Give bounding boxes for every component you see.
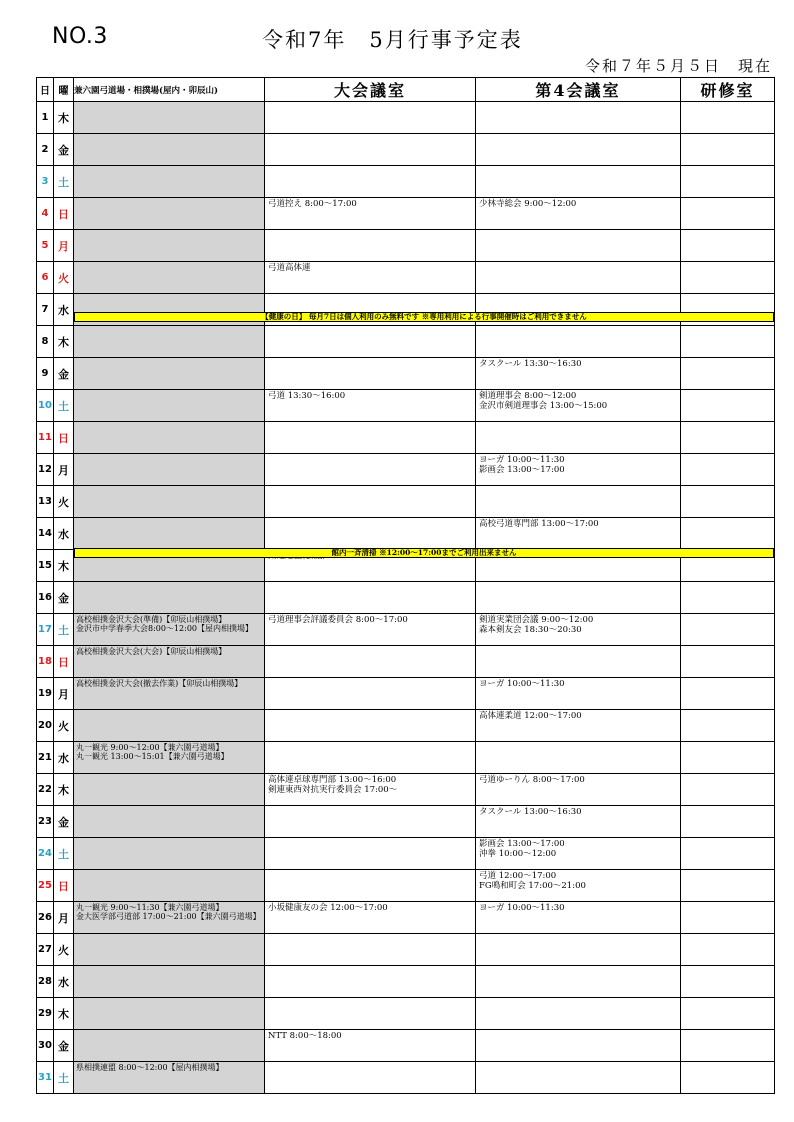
weekday: 金 xyxy=(54,582,74,614)
weekday: 水 xyxy=(54,294,74,326)
conference-room-4-cell: 高体連柔道 12:00～17:00 xyxy=(476,710,681,742)
day-number: 30 xyxy=(37,1030,54,1062)
notice-health-day: 【健康の日】 毎月7日は個人利用のみ無料です ※専用利用による行事開催時はご利用できません xyxy=(74,312,774,322)
schedule-row xyxy=(37,646,775,678)
schedule-row xyxy=(37,902,775,934)
schedule-row xyxy=(37,454,775,486)
training-room-cell xyxy=(681,710,775,742)
schedule-row xyxy=(37,582,775,614)
training-room-cell xyxy=(681,422,775,454)
day-number: 3 xyxy=(37,166,54,198)
day-number: 6 xyxy=(37,262,54,294)
conference-room-4-cell xyxy=(476,166,681,198)
conference-room-4-cell xyxy=(476,998,681,1030)
training-room-cell xyxy=(681,678,775,710)
training-room-cell xyxy=(681,230,775,262)
kyudo-venue-cell xyxy=(74,198,265,230)
conference-room-4-cell xyxy=(476,230,681,262)
large-conference-room-cell: 弓道控え 8:00～17:00 xyxy=(265,198,476,230)
schedule-row xyxy=(37,198,775,230)
large-conference-room-cell xyxy=(265,646,476,678)
large-conference-room-cell xyxy=(265,870,476,902)
conference-room-4-cell xyxy=(476,582,681,614)
kyudo-venue-cell: 高校相撲金沢大会(撤去作業)【卯辰山相撲場】 xyxy=(74,678,265,710)
day-number: 18 xyxy=(37,646,54,678)
training-room-cell xyxy=(681,934,775,966)
kyudo-venue-cell: 高校相撲金沢大会(大会)【卯辰山相撲場】 xyxy=(74,646,265,678)
weekday: 火 xyxy=(54,710,74,742)
header-day: 日 xyxy=(37,78,54,102)
training-room-cell xyxy=(681,998,775,1030)
weekday: 水 xyxy=(54,742,74,774)
training-room-cell xyxy=(681,390,775,422)
conference-room-4-cell: 剣道実業団会議 9:00～12:00 森本剣友会 18:30～20:30 xyxy=(476,614,681,646)
conference-room-4-cell: ヨーガ 10:00～11:30 影画会 13:00～17:00 xyxy=(476,454,681,486)
kyudo-venue-cell xyxy=(74,582,265,614)
weekday: 日 xyxy=(54,870,74,902)
weekday: 月 xyxy=(54,902,74,934)
kyudo-venue-cell xyxy=(74,870,265,902)
kyudo-venue-cell xyxy=(74,390,265,422)
schedule-row xyxy=(37,1030,775,1062)
header-weekday: 曜 xyxy=(54,78,74,102)
conference-room-4-cell xyxy=(476,486,681,518)
kyudo-venue-cell xyxy=(74,422,265,454)
weekday: 火 xyxy=(54,262,74,294)
day-number: 5 xyxy=(37,230,54,262)
schedule-table xyxy=(36,77,775,1094)
day-number: 21 xyxy=(37,742,54,774)
schedule-row xyxy=(37,998,775,1030)
large-conference-room-cell xyxy=(265,710,476,742)
weekday: 日 xyxy=(54,422,74,454)
training-room-cell xyxy=(681,166,775,198)
kyudo-venue-cell xyxy=(74,518,265,550)
training-room-cell xyxy=(681,838,775,870)
conference-room-4-cell xyxy=(476,262,681,294)
conference-room-4-cell: 高校弓道専門部 13:00～17:00 xyxy=(476,518,681,550)
schedule-row xyxy=(37,134,775,166)
schedule-row xyxy=(37,102,775,134)
training-room-cell xyxy=(681,806,775,838)
conference-room-4-cell xyxy=(476,742,681,774)
large-conference-room-cell xyxy=(265,934,476,966)
schedule-row xyxy=(37,742,775,774)
day-number: 4 xyxy=(37,198,54,230)
schedule-row xyxy=(37,1062,775,1094)
schedule-row xyxy=(37,774,775,806)
kyudo-venue-cell xyxy=(74,998,265,1030)
large-conference-room-cell xyxy=(265,838,476,870)
schedule-row xyxy=(37,518,775,550)
large-conference-room-cell: 弓道 13:30～16:00 xyxy=(265,390,476,422)
conference-room-4-cell xyxy=(476,646,681,678)
header-kyudo-venue: 兼六園弓道場・相撲場(屋内・卯辰山) xyxy=(74,78,265,102)
large-conference-room-cell xyxy=(265,166,476,198)
schedule-row xyxy=(37,390,775,422)
kyudo-venue-cell xyxy=(74,486,265,518)
conference-room-4-cell xyxy=(476,422,681,454)
weekday: 月 xyxy=(54,230,74,262)
page-title: 令和7年 5月行事予定表 xyxy=(262,28,523,52)
kyudo-venue-cell xyxy=(74,838,265,870)
weekday: 金 xyxy=(54,1030,74,1062)
conference-room-4-cell: 弓道 12:00～17:00 FG鳴和町会 17:00～21:00 xyxy=(476,870,681,902)
kyudo-venue-cell xyxy=(74,934,265,966)
kyudo-venue-cell: 丸一観光 9:00～11:30【兼六園弓道場】 金大医学部弓道部 17:00～21:00【兼六園弓道場】 xyxy=(74,902,265,934)
conference-room-4-cell: 少林寺総会 9:00～12:00 xyxy=(476,198,681,230)
day-number: 28 xyxy=(37,966,54,998)
kyudo-venue-cell xyxy=(74,966,265,998)
weekday: 木 xyxy=(54,998,74,1030)
conference-room-4-cell: ヨーガ 10:00～11:30 xyxy=(476,902,681,934)
large-conference-room-cell: 弓道理事会評議委員会 8:00～17:00 xyxy=(265,614,476,646)
day-number: 14 xyxy=(37,518,54,550)
large-conference-room-cell xyxy=(265,134,476,166)
conference-room-4-cell xyxy=(476,966,681,998)
header-row xyxy=(37,78,775,102)
weekday: 土 xyxy=(54,838,74,870)
conference-room-4-cell xyxy=(476,1030,681,1062)
kyudo-venue-cell xyxy=(74,166,265,198)
schedule-row xyxy=(37,934,775,966)
large-conference-room-cell xyxy=(265,518,476,550)
weekday: 火 xyxy=(54,486,74,518)
large-conference-room-cell: NTT 8:00～18:00 xyxy=(265,1030,476,1062)
kyudo-venue-cell xyxy=(74,134,265,166)
schedule-row xyxy=(37,326,775,358)
kyudo-venue-cell xyxy=(74,102,265,134)
weekday: 木 xyxy=(54,102,74,134)
weekday: 水 xyxy=(54,518,74,550)
day-number: 1 xyxy=(37,102,54,134)
day-number: 7 xyxy=(37,294,54,326)
training-room-cell xyxy=(681,902,775,934)
conference-room-4-cell: タスクール 13:30～16:30 xyxy=(476,358,681,390)
day-number: 16 xyxy=(37,582,54,614)
large-conference-room-cell xyxy=(265,486,476,518)
notice-building-cleaning: 館内一斉清掃 ※12:00～17:00までご利用出来ません xyxy=(74,548,774,558)
conference-room-4-cell: 影画会 13:00～17:00 沖拳 10:00～12:00 xyxy=(476,838,681,870)
kyudo-venue-cell: 県相撲連盟 8:00～12:00【屋内相撲場】 xyxy=(74,1062,265,1094)
schedule-row xyxy=(37,358,775,390)
kyudo-venue-cell xyxy=(74,1030,265,1062)
weekday: 金 xyxy=(54,134,74,166)
training-room-cell xyxy=(681,646,775,678)
conference-room-4-cell: タスクール 13:00～16:30 xyxy=(476,806,681,838)
training-room-cell xyxy=(681,102,775,134)
conference-room-4-cell: 剣道理事会 8:00～12:00 金沢市剣道理事会 13:00～15:00 xyxy=(476,390,681,422)
large-conference-room-cell: 弓道高体連 xyxy=(265,262,476,294)
kyudo-venue-cell xyxy=(74,326,265,358)
training-room-cell xyxy=(681,358,775,390)
training-room-cell xyxy=(681,326,775,358)
large-conference-room-cell xyxy=(265,806,476,838)
header-conference-room-4: 第4会議室 xyxy=(476,78,681,102)
day-number: 26 xyxy=(37,902,54,934)
day-number: 13 xyxy=(37,486,54,518)
kyudo-venue-cell: 高校相撲金沢大会(準備)【卯辰山相撲場】 金沢市中学春季大会8:00～12:00【屋内相撲場】 xyxy=(74,614,265,646)
conference-room-4-cell xyxy=(476,326,681,358)
day-number: 19 xyxy=(37,678,54,710)
training-room-cell xyxy=(681,1062,775,1094)
day-number: 11 xyxy=(37,422,54,454)
weekday: 土 xyxy=(54,1062,74,1094)
training-room-cell xyxy=(681,1030,775,1062)
weekday: 月 xyxy=(54,678,74,710)
large-conference-room-cell xyxy=(265,678,476,710)
large-conference-room-cell xyxy=(265,358,476,390)
weekday: 日 xyxy=(54,646,74,678)
large-conference-room-cell xyxy=(265,230,476,262)
schedule-row xyxy=(37,230,775,262)
kyudo-venue-cell xyxy=(74,710,265,742)
day-number: 8 xyxy=(37,326,54,358)
as-of-date: 令和７年５月５日 現在 xyxy=(584,57,772,75)
day-number: 2 xyxy=(37,134,54,166)
training-room-cell xyxy=(681,454,775,486)
kyudo-venue-cell xyxy=(74,774,265,806)
large-conference-room-cell xyxy=(265,422,476,454)
weekday: 土 xyxy=(54,166,74,198)
training-room-cell xyxy=(681,582,775,614)
weekday: 火 xyxy=(54,934,74,966)
weekday: 土 xyxy=(54,614,74,646)
day-number: 15 xyxy=(37,550,54,582)
schedule-row xyxy=(37,166,775,198)
conference-room-4-cell xyxy=(476,134,681,166)
day-number: 29 xyxy=(37,998,54,1030)
kyudo-venue-cell: 丸一観光 9:00～12:00【兼六園弓道場】 丸一観光 13:00～15:01【兼六園弓道場】 xyxy=(74,742,265,774)
conference-room-4-cell xyxy=(476,934,681,966)
kyudo-venue-cell xyxy=(74,358,265,390)
schedule-row xyxy=(37,806,775,838)
conference-room-4-cell xyxy=(476,1062,681,1094)
header-large-conference-room: 大会議室 xyxy=(265,78,476,102)
day-number: 9 xyxy=(37,358,54,390)
day-number: 10 xyxy=(37,390,54,422)
day-number: 23 xyxy=(37,806,54,838)
kyudo-venue-cell xyxy=(74,806,265,838)
schedule-row xyxy=(37,262,775,294)
training-room-cell xyxy=(681,198,775,230)
weekday: 土 xyxy=(54,390,74,422)
kyudo-venue-cell xyxy=(74,262,265,294)
schedule-row xyxy=(37,710,775,742)
training-room-cell xyxy=(681,518,775,550)
training-room-cell xyxy=(681,486,775,518)
schedule-row xyxy=(37,422,775,454)
document-number: NO.3 xyxy=(52,24,108,49)
day-number: 20 xyxy=(37,710,54,742)
training-room-cell xyxy=(681,966,775,998)
training-room-cell xyxy=(681,742,775,774)
weekday: 月 xyxy=(54,454,74,486)
schedule-row xyxy=(37,870,775,902)
large-conference-room-cell xyxy=(265,326,476,358)
weekday: 木 xyxy=(54,326,74,358)
weekday: 水 xyxy=(54,966,74,998)
day-number: 22 xyxy=(37,774,54,806)
schedule-row xyxy=(37,838,775,870)
training-room-cell xyxy=(681,774,775,806)
large-conference-room-cell: 小坂健康友の会 12:00～17:00 xyxy=(265,902,476,934)
weekday: 金 xyxy=(54,806,74,838)
training-room-cell xyxy=(681,262,775,294)
large-conference-room-cell: 高体連卓球専門部 13:00～16:00 剣連東西対抗実行委員会 17:00～ xyxy=(265,774,476,806)
day-number: 25 xyxy=(37,870,54,902)
schedule-row xyxy=(37,678,775,710)
training-room-cell xyxy=(681,870,775,902)
schedule-row xyxy=(37,486,775,518)
large-conference-room-cell xyxy=(265,742,476,774)
large-conference-room-cell xyxy=(265,582,476,614)
conference-room-4-cell xyxy=(476,102,681,134)
day-number: 12 xyxy=(37,454,54,486)
weekday: 金 xyxy=(54,358,74,390)
conference-room-4-cell: 弓道ゆーりん 8:00～17:00 xyxy=(476,774,681,806)
schedule-row xyxy=(37,966,775,998)
training-room-cell xyxy=(681,614,775,646)
training-room-cell xyxy=(681,134,775,166)
large-conference-room-cell xyxy=(265,966,476,998)
weekday: 木 xyxy=(54,550,74,582)
weekday: 木 xyxy=(54,774,74,806)
day-number: 17 xyxy=(37,614,54,646)
large-conference-room-cell xyxy=(265,102,476,134)
large-conference-room-cell xyxy=(265,454,476,486)
conference-room-4-cell: ヨーガ 10:00～11:30 xyxy=(476,678,681,710)
day-number: 31 xyxy=(37,1062,54,1094)
schedule-row xyxy=(37,614,775,646)
large-conference-room-cell xyxy=(265,998,476,1030)
large-conference-room-cell xyxy=(265,1062,476,1094)
day-number: 24 xyxy=(37,838,54,870)
header-training-room: 研修室 xyxy=(681,78,775,102)
kyudo-venue-cell xyxy=(74,454,265,486)
day-number: 27 xyxy=(37,934,54,966)
weekday: 日 xyxy=(54,198,74,230)
kyudo-venue-cell xyxy=(74,230,265,262)
